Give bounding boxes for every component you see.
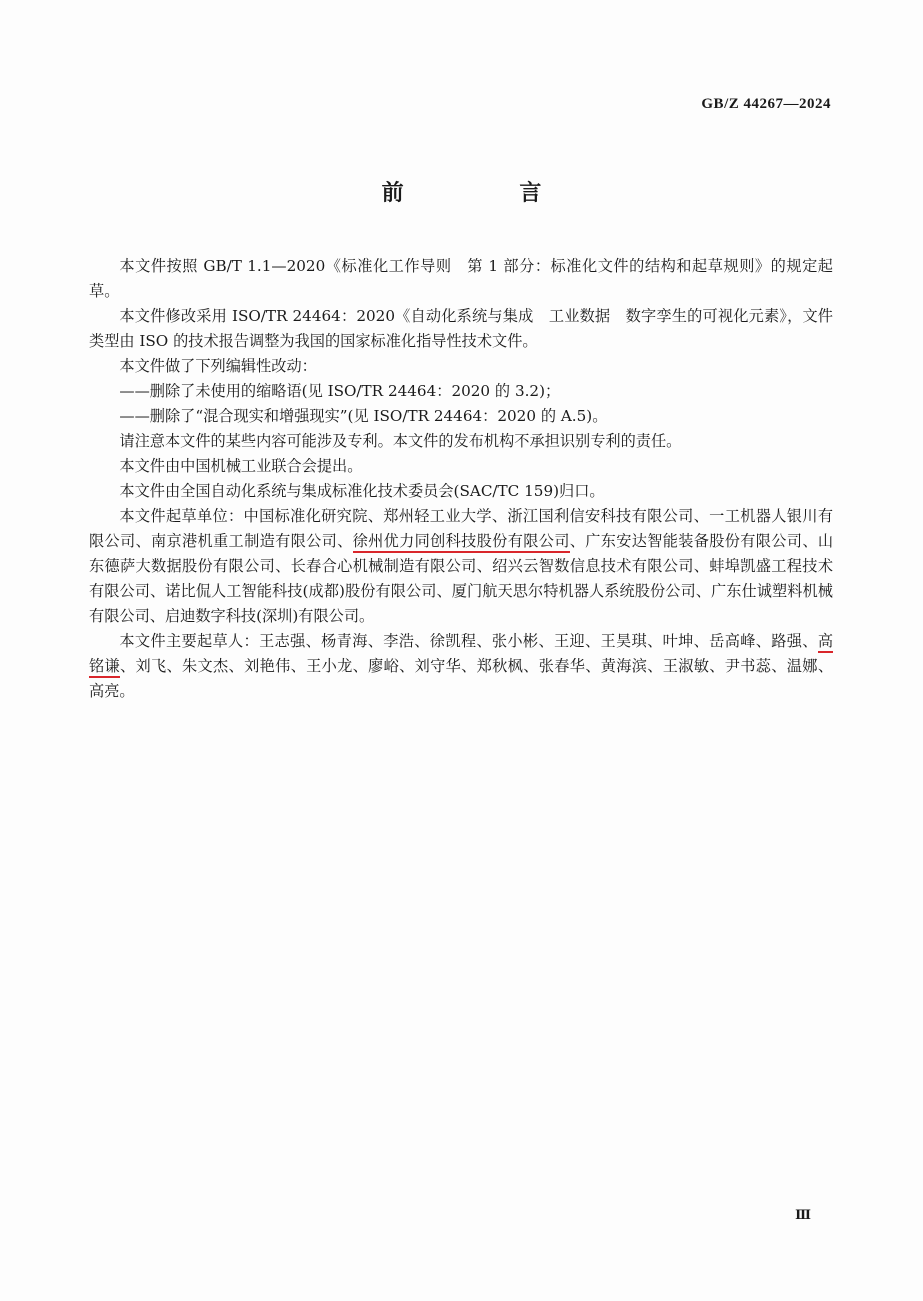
drafters-text-a: 本文件主要起草人：王志强、杨青海、李浩、徐凯程、张小彬、王迎、王昊琪、叶坤、岳高峰、路强、 [119,632,818,650]
paragraph-committee: 本文件由全国自动化系统与集成标准化技术委员会(SAC/TC 159)归口。 [119,482,605,500]
list-item-change-1: ——删除了未使用的缩略语(见 ISO/TR 24464：2020 的 3.2)； [119,382,561,400]
paragraph-patent-notice: 请注意本文件的某些内容可能涉及专利。本文件的发布机构不承担识别专利的责任。 [119,432,682,450]
page-title: 前 言 [381,181,596,206]
paragraph-adoption: 本文件修改采用 ISO/TR 24464：2020《自动化系统与集成 工业数据 数字孪生的可视化元素》，文件类型由 ISO 的技术报告调整为我国的国家标准化指导性技术文件。 [89,307,833,350]
highlighted-company: 徐州优力同创科技股份有限公司 [353,532,570,553]
standard-number: GB/Z 44267—2024 [701,96,831,112]
paragraph-drafters [89,629,833,704]
highlighted-drafter: 高铭谦 [89,632,833,678]
drafting-units-text-b: 、广东安达智能装备股份有限公司、山东德萨大数据股份有限公司、长春合心机械制造有限公司、绍兴云智数信息技术有限公司、蚌埠凯盛工程技术有限公司、诺比侃人工智能科技(成都)股份有限公司、厦门航天思尔特机器人系统股份公司、广东仕诚塑料机械有限公司、启迪数字科技(深圳)有限公司。 [89,532,834,625]
list-item-change-2: ——删除了“混合现实和增强现实”(见 ISO/TR 24464：2020 的 A.5)。 [119,407,608,425]
foreword-body [89,254,833,704]
drafters-text-b: 、刘飞、朱文杰、刘艳伟、王小龙、廖峪、刘守华、郑秋枫、张春华、黄海滨、王淑敏、尹书蕊、温娜、高亮。 [89,657,834,700]
paragraph-proposer: 本文件由中国机械工业联合会提出。 [119,457,363,475]
paragraph-drafting-units [89,504,833,629]
paragraph-drafting-rules: 本文件按照 GB/T 1.1—2020《标准化工作导则 第 1 部分：标准化文件的结构和起草规则》的规定起草。 [89,257,833,300]
drafting-units-text-a: 本文件起草单位：中国标准化研究院、郑州轻工业大学、浙江国利信安科技有限公司、一工机器人银川有限公司、南京港机重工制造有限公司、 [89,507,833,550]
page-number: Ⅲ [795,1207,811,1222]
paragraph-editorial-changes: 本文件做了下列编辑性改动： [119,357,317,375]
